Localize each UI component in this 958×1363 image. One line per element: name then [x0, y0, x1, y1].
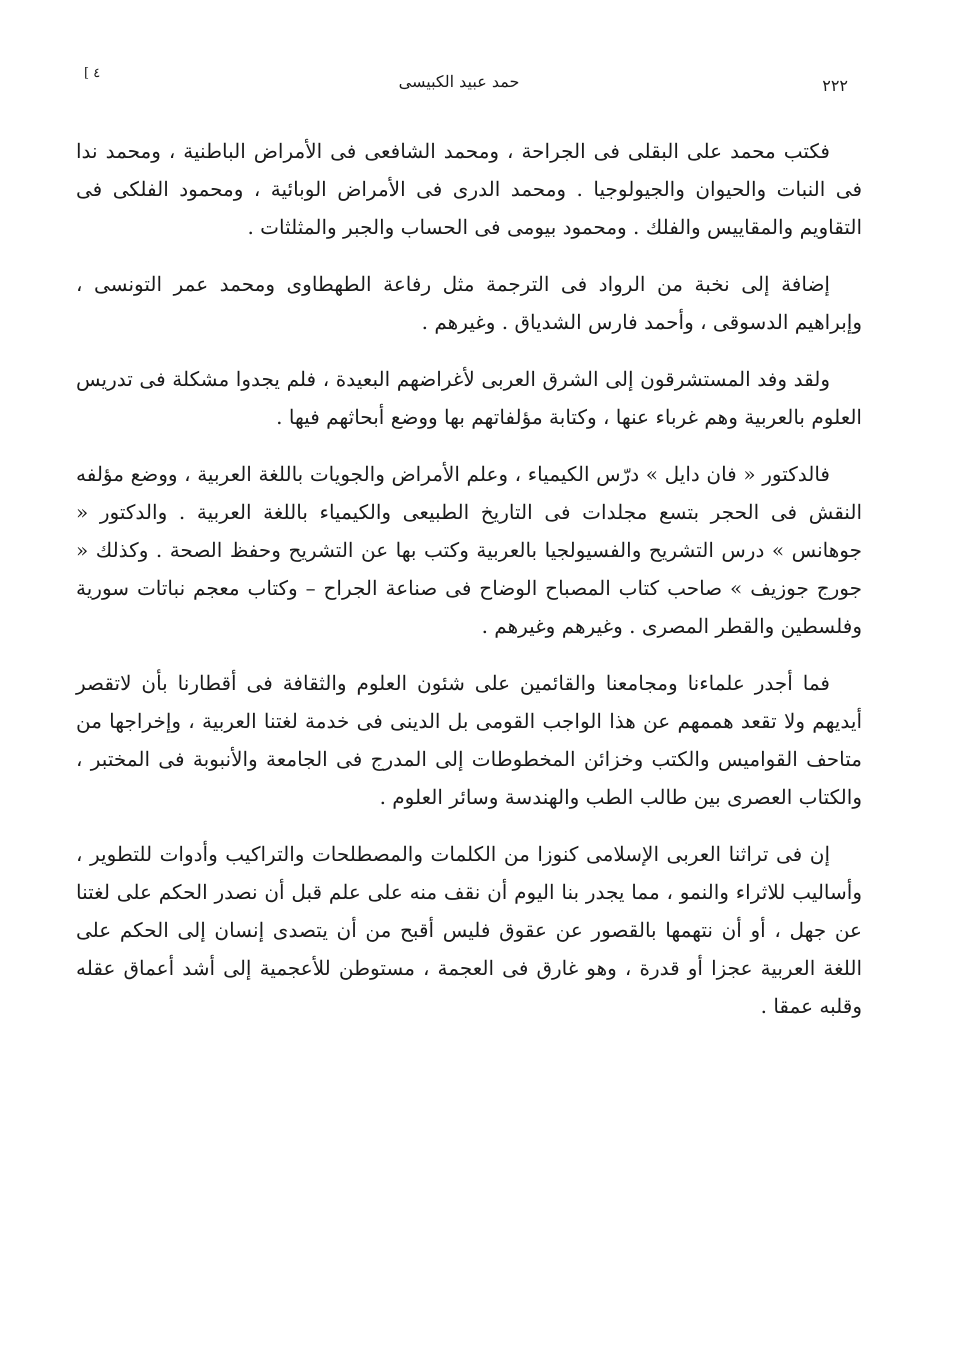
paragraph: فكتب محمد على البقلى فى الجراحة ، ومحمد الشافعى فى الأمراض الباطنية ، ومحمد ندا فى النبات والحيوان والجيولوجيا . ومحمد الدرى فى الأمراض الوبائية ، ومحمود الفلكى فى التقاويم والمقاييس والفلك . ومحمود بيومى فى الحساب والجبر والمثلثات . [76, 139, 862, 239]
page-number: ٢٢٢ [822, 76, 848, 95]
paragraph: إن فى تراثنا العربى الإسلامى كنوزا من الكلمات والمصطلحات والتراكيب وأدوات للتطوير ، وأساليب للاثراء والنمو ، مما يجدر بنا اليوم أن نقف منه على علم قبل أن نصدر الحكم على لغتنا عن جهل ، أو أن نتهمها بالقصور عن عقوق فليس أقبح من أن يتصدى إنسان إلى الحكم على اللغة العربية عجزا أو قدرة ، وهو غارق فى العجمة ، مستوطن للأعجمية إلى أشد أعماق عقله وقلبه عمقا . [76, 842, 862, 1018]
chapter-mark: [ ٤ [84, 66, 101, 81]
paragraph: فما أجدر علماءنا ومجامعنا والقائمين على شئون العلوم والثقافة فى أقطارنا بأن لاتقصر أيديهم ولا تقعد هممهم عن هذا الواجب القومى بل الدينى فى خدمة لغتنا العربية ، وإخراجها من متاحف القواميس والكتب وخزائن المخطوطات إلى المدرج فى الجامعة والأنبوبة فى المختبر ، والكتاب العصرى بين طالب الطب والهندسة وسائر العلوم . [76, 671, 862, 809]
paragraph: إضافة إلى نخبة من الرواد فى الترجمة مثل رفاعة الطهطاوى ومحمد عمر التونسى ، وإبراهيم الدسوقى ، وأحمد فارس الشدياق . وغيرهم . [76, 272, 862, 334]
paragraph: فالدكتور « فان دايل » درّس الكيمياء ، وعلم الأمراض والجويات باللغة العربية ، ووضع مؤلفه النقش فى الحجر بتسع مجلدات فى التاريخ الطبيعى والكيمياء باللغة العربية . والدكتور « جوهانس » درس التشريح والفسيولجيا بالعربية وكتب بها عن التشريح وحفظ الصحة . وكذلك « جورج جوزيف » صاحب كتاب المصباح الوضاح فى صناعة الجراح – وكتاب معجم نباتات سورية وفلسطين والقطر المصرى . وغيرهم وغيرهم . [76, 462, 862, 638]
paragraph: ولقد وفد المستشرقون إلى الشرق العربى لأغراضهم البعيدة ، فلم يجدوا مشكلة فى تدريس العلوم بالعربية وهم غرباء عنها ، وكتابة مؤلفاتهم بها ووضع أبحاثهم فيها . [76, 367, 862, 429]
running-title: حمد عبيد الكبيسى [398, 72, 520, 91]
body-text [76, 132, 862, 1044]
page-header [70, 62, 848, 102]
